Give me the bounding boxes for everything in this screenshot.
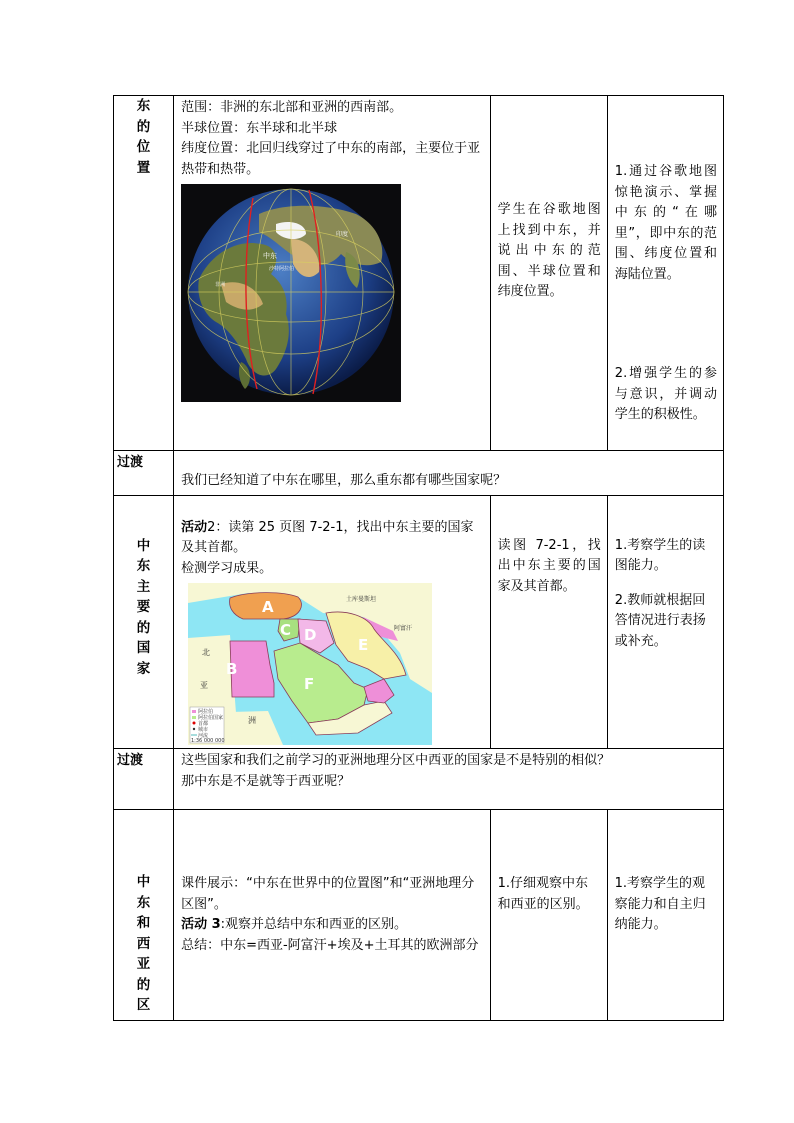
- label-char: 国: [136, 640, 151, 656]
- globe-label-saudi: 沙特阿拉伯: [269, 266, 295, 272]
- student-activity-text: 读图 7-2-1，找出中东主要的国家及其首都。: [497, 537, 601, 594]
- transition-row-2: [114, 749, 724, 810]
- transition-label-1: 过渡: [114, 451, 174, 496]
- section-difference-intent: [607, 810, 723, 1020]
- label-char: 家: [136, 660, 151, 677]
- activity-3-text: [181, 915, 484, 936]
- activity-2-title: 活动: [181, 519, 208, 535]
- label-char: 中: [136, 874, 151, 890]
- map-letter-d: D: [304, 626, 317, 644]
- map-label-afghan: 阿富汗: [394, 625, 413, 632]
- label-char: 置: [136, 159, 151, 176]
- map-label-ya: 亚: [200, 681, 209, 690]
- label-char: 的: [136, 118, 151, 135]
- student-activity-text: 1.仔细观察中东和西亚的区别。: [497, 876, 589, 912]
- label-char: 的: [136, 619, 151, 636]
- label-char: 要: [136, 599, 151, 615]
- middle-east-countries-map: [188, 583, 432, 745]
- map-label-caspian: 土库曼斯坦: [346, 596, 377, 603]
- globe-label-middle-east: 中东: [263, 252, 278, 260]
- map-letter-c: C: [280, 621, 292, 639]
- section-location-content: [174, 96, 491, 451]
- section-countries-row: [114, 495, 724, 749]
- map-label-bei: 北: [202, 648, 211, 657]
- transition-line-2: 那中东是不是就等于西亚呢？: [181, 773, 351, 789]
- label-char: 东: [136, 98, 151, 114]
- section-countries-intent: [607, 495, 723, 749]
- activity-2-body: 2：读第 25 页图 7-2-1，找出中东主要的国家及其首都。: [181, 519, 474, 555]
- intent-text-2: 2.教师就根据回答情况进行表扬或补充。: [614, 592, 706, 649]
- section-difference-student: [490, 810, 607, 1020]
- transition-text-2: [174, 749, 724, 810]
- map-letter-f: F: [304, 675, 315, 693]
- activity-3-body: :观察并总结中东和西亚的区别。: [220, 917, 408, 932]
- google-earth-globe-image: [181, 184, 401, 402]
- section-countries-label: [114, 495, 174, 749]
- label-char: 西: [136, 935, 151, 952]
- map-letter-b: B: [226, 660, 238, 678]
- section-location-student: [490, 96, 607, 451]
- intent-text-1: 1.考察学生的观察能力和自主归纳能力。: [614, 876, 706, 932]
- label-char: 中: [136, 537, 151, 554]
- intent-text-2: 2.增强学生的参与意识，并调动学生的积极性。: [614, 366, 717, 422]
- globe-label-india: 印度: [336, 231, 349, 238]
- activity-3-title: 活动 3: [181, 917, 221, 932]
- transition-text-1: 我们已经知道了中东在哪里，那么重东都有哪些国家呢？: [174, 451, 724, 496]
- section-countries-content: [174, 495, 491, 749]
- label-char: 亚: [136, 956, 151, 972]
- legend-item: 首都: [198, 721, 209, 727]
- section-difference-row: [114, 810, 724, 1021]
- section-location-row: [114, 96, 724, 451]
- map-letter-a: A: [262, 598, 274, 616]
- section-location-intent: [607, 96, 723, 451]
- label-char: 东: [136, 558, 151, 574]
- check-text: 检测学习成果。: [181, 560, 273, 576]
- range-text: 范围：非洲的东北部和亚洲的西南部。: [181, 100, 403, 115]
- map-legend: [190, 707, 225, 744]
- section-countries-student: [490, 495, 607, 749]
- label-char: 的: [136, 976, 151, 993]
- student-activity-text: 学生在谷歌地图上找到中东，并说出中东的范围、半球位置和纬度位置。: [497, 202, 601, 299]
- legend-item: 河流: [198, 733, 209, 739]
- legend-item: 阿拉伯国家: [198, 715, 224, 721]
- intent-text-1: 1.通过谷歌地图惊艳演示、掌握中东的“在哪里”，即中东的范围、纬度位置和海陆位置。: [614, 164, 717, 282]
- section-location-label: [114, 96, 174, 451]
- label-char: 位: [136, 139, 151, 155]
- label-char: 区: [136, 997, 151, 1013]
- label-char: 主: [136, 578, 151, 595]
- lesson-plan-table: [113, 95, 724, 1021]
- map-label-zhou: 洲: [248, 716, 257, 725]
- globe-label-africa: 非洲: [215, 282, 226, 288]
- legend-item: 城市: [198, 727, 209, 733]
- transition-row-1: [114, 451, 724, 496]
- courseware-text: 课件展示：“中东在世界中的位置图”和“亚洲地理分区图”。: [181, 876, 475, 912]
- activity-2-text: [181, 518, 484, 559]
- label-char: 东: [136, 894, 151, 911]
- section-difference-cells: [174, 810, 724, 1021]
- latitude-text: 纬度位置：北回归线穿过了中东的南部，主要位于亚热带和热带。: [181, 141, 481, 177]
- section-difference-label: [114, 810, 174, 1021]
- section-difference-content: [174, 810, 490, 1020]
- summary-text: 总结：中东=西亚-阿富汗+埃及+土耳其的欧洲部分: [181, 937, 479, 953]
- label-char: 和: [136, 915, 151, 931]
- transition-label-2: 过渡: [114, 749, 174, 810]
- map-scale: 1:36 000 000: [191, 738, 225, 744]
- transition-line-1: 这些国家和我们之前学习的亚洲地理分区中西亚的国家是不是特别的相似？: [181, 753, 611, 768]
- intent-text-1: 1.考察学生的读图能力。: [614, 537, 706, 573]
- legend-item: 阿拉伯: [198, 709, 214, 715]
- map-letter-e: E: [358, 636, 369, 654]
- hemisphere-text: 半球位置：东半球和北半球: [181, 120, 338, 136]
